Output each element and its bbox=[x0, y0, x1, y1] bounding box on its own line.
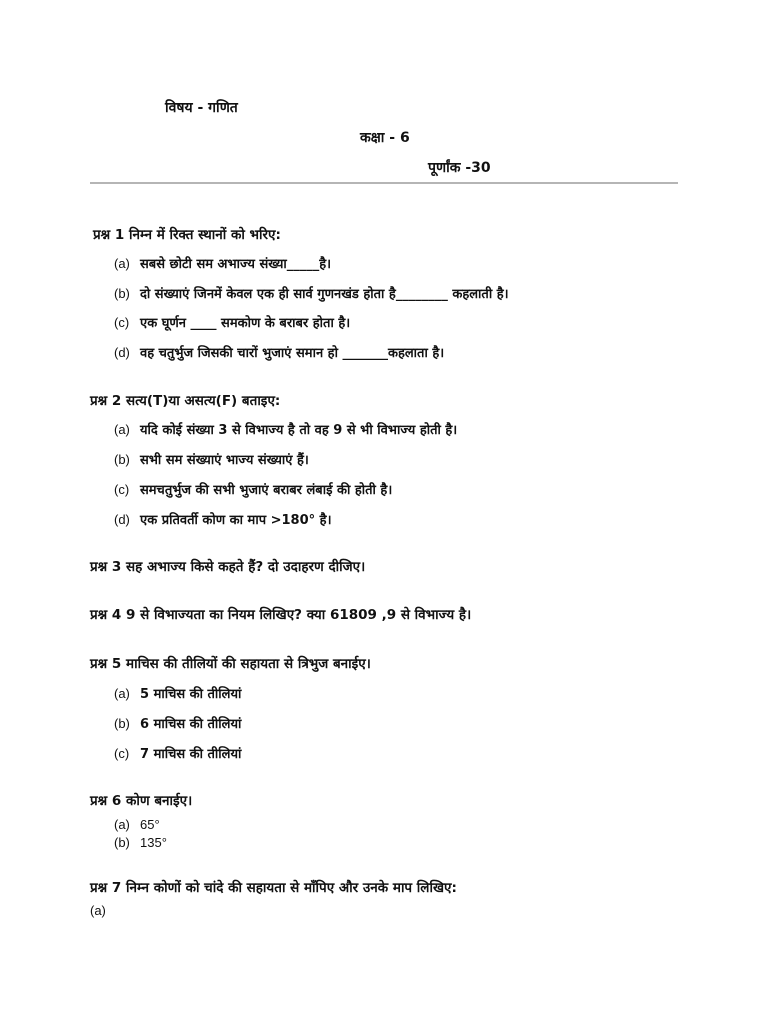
question-1-option-d bbox=[114, 343, 444, 361]
option-text: एक प्रतिवर्ती कोण का माप >180° है। bbox=[140, 513, 332, 528]
option-text: वह चतुर्भुज जिसकी चारों भुजाएं समान हो _______कहलाता है। bbox=[140, 346, 445, 361]
question-6-title: प्रश्न 6 कोण बनाईए। bbox=[90, 793, 193, 809]
option-text: सबसे छोटी सम अभाज्य संख्या_____है। bbox=[140, 257, 332, 272]
option-text: 7 माचिस की तीलियां bbox=[140, 747, 242, 762]
option-label: (a) bbox=[114, 422, 130, 437]
option-label: (a) bbox=[114, 256, 130, 271]
question-2-option-c bbox=[114, 480, 392, 498]
question-7-option-a-label: (a) bbox=[90, 903, 106, 918]
option-label: (d) bbox=[114, 512, 130, 527]
question-5-option-a bbox=[114, 684, 241, 702]
option-text: समचतुर्भुज की सभी भुजाएं बराबर लंबाई की होती है। bbox=[140, 483, 393, 498]
option-label: (a) bbox=[114, 817, 130, 832]
option-label: (d) bbox=[114, 345, 130, 360]
question-1-option-c bbox=[114, 313, 350, 331]
question-1-option-b bbox=[114, 284, 509, 302]
option-text: 65° bbox=[140, 817, 160, 832]
question-6-option-a bbox=[114, 817, 160, 832]
option-label: (b) bbox=[114, 835, 130, 850]
question-5-option-c bbox=[114, 744, 241, 762]
question-5-title: प्रश्न 5 माचिस की तीलियों की सहायता से त्रिभुज बनाईए। bbox=[90, 656, 371, 672]
option-label: (b) bbox=[114, 452, 130, 467]
option-label: (c) bbox=[114, 315, 130, 330]
option-text: एक घूर्णन ____ समकोण के बराबर होता है। bbox=[140, 316, 351, 331]
question-2-option-a bbox=[114, 420, 457, 438]
question-5-option-b bbox=[114, 714, 241, 732]
option-text: दो संख्याएं जिनमें केवल एक ही सार्व गुणनखंड होता है________ कहलाती है। bbox=[140, 287, 509, 302]
option-label: (b) bbox=[114, 716, 130, 731]
option-text: 5 माचिस की तीलियां bbox=[140, 687, 242, 702]
question-2-title: प्रश्न 2 सत्य(T)या असत्य(F) बताइए: bbox=[90, 393, 281, 409]
question-1-title: प्रश्न 1 निम्न में रिक्त स्थानों को भरिए: bbox=[93, 227, 281, 243]
question-4-title: प्रश्न 4 9 से विभाज्यता का नियम लिखिए? क्या 61809 ,9 से विभाज्य है। bbox=[90, 607, 472, 623]
option-text: 135° bbox=[140, 835, 167, 850]
option-label: (c) bbox=[114, 746, 130, 761]
question-6-option-b bbox=[114, 835, 167, 850]
question-1-option-a bbox=[114, 254, 331, 272]
option-text: सभी सम संख्याएं भाज्य संख्याएं हैं। bbox=[140, 453, 309, 468]
option-text: यदि कोई संख्या 3 से विभाज्य है तो वह 9 से भी विभाज्य होती है। bbox=[140, 423, 458, 438]
question-7-title: प्रश्न 7 निम्न कोणों को चांदे की सहायता से मॉंपिए और उनके माप लिखिए: bbox=[90, 880, 457, 896]
option-label: (c) bbox=[114, 482, 130, 497]
subject-heading: विषय - गणित bbox=[165, 100, 238, 116]
option-text: 6 माचिस की तीलियां bbox=[140, 717, 242, 732]
header-divider bbox=[90, 182, 678, 184]
option-label: (a) bbox=[114, 686, 130, 701]
class-heading: कक्षा - 6 bbox=[360, 130, 410, 146]
question-2-option-b bbox=[114, 450, 309, 468]
marks-heading: पूर्णांक -30 bbox=[428, 160, 491, 176]
question-3-title: प्रश्न 3 सह अभाज्य किसे कहते हैं? दो उदाहरण दीजिए। bbox=[90, 559, 366, 575]
option-label: (b) bbox=[114, 286, 130, 301]
question-2-option-d bbox=[114, 510, 332, 528]
